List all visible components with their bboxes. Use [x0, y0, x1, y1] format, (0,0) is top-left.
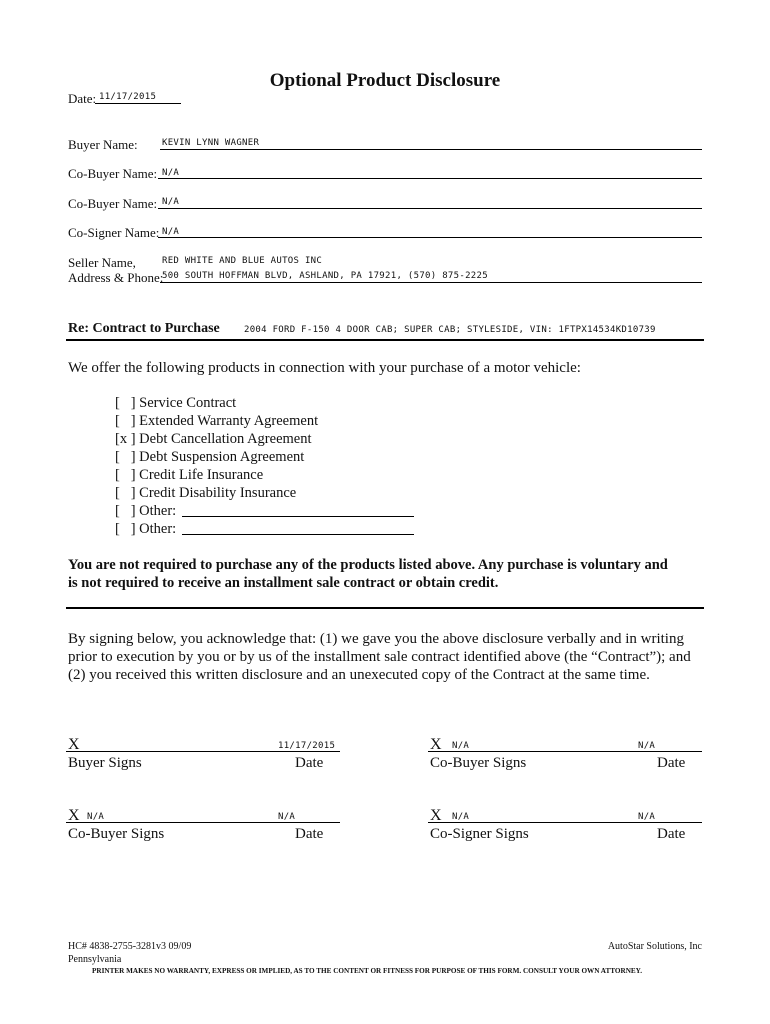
product-checkbox[interactable]: [x ] [115, 431, 136, 447]
seller-line [160, 282, 702, 283]
seller-label-line2: Address & Phone: [68, 270, 164, 285]
product-checkbox[interactable]: [ ] [115, 449, 136, 465]
footer-disclaimer: PRINTER MAKES NO WARRANTY, EXPRESS OR IMPLIED, AS TO THE CONTENT OR FITNESS FOR PURPOSE OF THIS FORM. CONSULT YOUR OWN ATTORNEY. [92, 967, 643, 975]
buyer-name-label: Buyer Name: [68, 137, 138, 152]
product-item [115, 449, 304, 466]
seller-address-field[interactable]: 500 SOUTH HOFFMAN BLVD, ASHLAND, PA 17921, (570) 875-2225 [162, 271, 488, 281]
seller-label-line1: Seller Name, [68, 255, 136, 270]
product-label: Debt Cancellation Agreement [139, 431, 312, 447]
cobuyer-sign-value[interactable]: N/A [452, 741, 470, 751]
product-checkbox[interactable]: [ ] [115, 395, 136, 411]
cobuyer2-name-line [158, 208, 702, 209]
product-checkbox[interactable]: [ ] [115, 521, 136, 537]
ack-line1: By signing below, you acknowledge that: (1) we gave you the above disclosure verbally and in writing [68, 631, 684, 647]
seller-name-field[interactable]: RED WHITE AND BLUE AUTOS INC [162, 256, 323, 266]
product-label: Credit Disability Insurance [139, 485, 297, 501]
cosigner-signs-label: Co-Signer Signs [430, 826, 529, 842]
voluntary-notice-line1: You are not required to purchase any of the products listed above. Any purchase is voluntary and [68, 557, 668, 573]
cobuyer2-date-label: Date [295, 826, 324, 842]
product-checkbox[interactable]: [ ] [115, 413, 136, 429]
cosigner-sign-line[interactable] [428, 822, 702, 823]
other-line-1[interactable] [182, 516, 414, 517]
cobuyer-sign-line[interactable] [428, 751, 702, 752]
cobuyer-signs-label: Co-Buyer Signs [430, 755, 527, 771]
product-item [115, 503, 176, 520]
buyer-date-label: Date [295, 755, 324, 771]
ack-line2: prior to execution by you or by us of the installment sale contract identified above (the “Contract”); and [68, 649, 691, 665]
other-line-2[interactable] [182, 534, 414, 535]
footer-company: AutoStar Solutions, Inc [607, 941, 702, 952]
cosigner-date-label: Date [657, 826, 686, 842]
buyer-name-line [160, 149, 702, 150]
re-label: Re: Contract to Purchase [68, 321, 220, 336]
product-item [115, 395, 236, 412]
cobuyer-name-label: Co-Buyer Name: [68, 166, 158, 181]
cobuyer-name-field[interactable]: N/A [162, 168, 180, 178]
cobuyer2-signs-label: Co-Buyer Signs [68, 826, 165, 842]
buyer-sign-x: X [68, 736, 80, 753]
product-label: Extended Warranty Agreement [139, 413, 319, 429]
buyer-name-field[interactable]: KEVIN LYNN WAGNER [162, 138, 260, 148]
cosigner-name-line [158, 237, 702, 238]
footer-state: Pennsylvania [68, 954, 122, 965]
product-checkbox[interactable]: [ ] [115, 467, 136, 483]
cobuyer2-name-label: Co-Buyer Name: [68, 196, 158, 211]
product-label: Other: [139, 503, 177, 519]
cobuyer-name-line [158, 178, 702, 179]
vehicle-field[interactable]: 2004 FORD F-150 4 DOOR CAB; SUPER CAB; STYLESIDE, VIN: 1FTPX14534KD10739 [244, 325, 656, 335]
product-label: Service Contract [139, 395, 237, 411]
product-item [115, 431, 312, 448]
product-label: Other: [139, 521, 177, 537]
product-checkbox[interactable]: [ ] [115, 485, 136, 501]
cosigner-sign-value[interactable]: N/A [452, 812, 470, 822]
cobuyer-date-label: Date [657, 755, 686, 771]
cobuyer-sign-date[interactable]: N/A [638, 741, 656, 751]
cobuyer2-sign-line[interactable] [66, 822, 340, 823]
cobuyer2-name-field[interactable]: N/A [162, 197, 180, 207]
re-divider [66, 339, 704, 341]
offer-text: We offer the following products in connection with your purchase of a motor vehicle: [68, 360, 581, 376]
product-label: Debt Suspension Agreement [139, 449, 305, 465]
cobuyer2-sign-x: X [68, 807, 80, 824]
product-item [115, 467, 263, 484]
footer-form-id: HC# 4838-2755-3281v3 09/09 [68, 941, 192, 952]
date-label: Date: [68, 91, 97, 106]
cosigner-sign-date[interactable]: N/A [638, 812, 656, 822]
buyer-sign-line[interactable] [66, 751, 340, 752]
cobuyer-sign-x: X [430, 736, 442, 753]
cobuyer2-sign-value[interactable]: N/A [87, 812, 105, 822]
notice-divider [66, 607, 704, 609]
product-item [115, 413, 318, 430]
date-value[interactable]: 11/17/2015 [99, 92, 157, 102]
product-label: Credit Life Insurance [139, 467, 264, 483]
buyer-sign-date[interactable]: 11/17/2015 [278, 741, 336, 751]
cobuyer2-sign-date[interactable]: N/A [278, 812, 296, 822]
cosigner-name-label: Co-Signer Name: [68, 225, 160, 240]
ack-line3: (2) you received this written disclosure and an unexecuted copy of the Contract at the same time. [68, 667, 650, 683]
buyer-signs-label: Buyer Signs [68, 755, 142, 771]
voluntary-notice-line2: is not required to receive an installment sale contract or obtain credit. [68, 575, 499, 591]
cosigner-sign-x: X [430, 807, 442, 824]
page-title: Optional Product Disclosure [269, 70, 501, 91]
product-checkbox[interactable]: [ ] [115, 503, 136, 519]
cosigner-name-field[interactable]: N/A [162, 227, 180, 237]
date-underline [95, 103, 181, 104]
product-item [115, 485, 296, 502]
product-item [115, 521, 176, 538]
